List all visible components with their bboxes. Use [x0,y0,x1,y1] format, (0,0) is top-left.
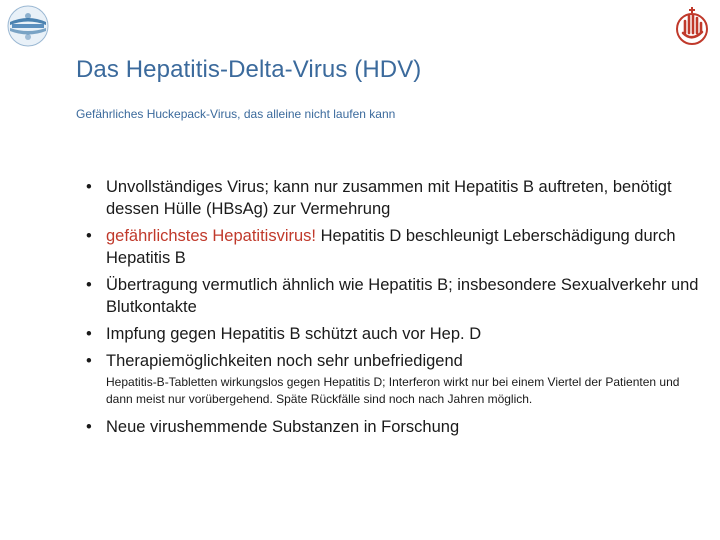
bullet-item [86,416,706,438]
bullet-icon: • [86,352,92,370]
bullet-icon: • [86,418,92,436]
bullet-text: Hepatitis D beschleunigt Leberschädigung durch Hepatitis B [106,227,676,267]
page-title: Das Hepatitis-Delta-Virus (HDV) [76,56,422,83]
page-subtitle: Gefährliches Huckepack-Virus, das alleine nicht laufen kann [76,107,396,121]
bullet-text: Impfung gegen Hepatitis B schützt auch vor Hep. D [106,325,482,343]
bullet-item [86,176,706,220]
bullet-icon: • [86,178,92,196]
hand-logo-icon [672,6,712,48]
bullet-item [86,225,706,269]
bullet-item [86,323,706,345]
bullet-highlight: gefährlichstes Hepatitisvirus! [106,227,317,245]
therapy-note: Hepatitis-B-Tabletten wirkungslos gegen Hepatitis D; Interferon wirkt nur bei einem Viertel der Patienten und dann meist nur vorübergehend. Späte Rückfälle sind noch nach Jahren möglich. [106,375,680,406]
bullet-item [86,274,706,318]
bullet-text: Unvollständiges Virus; kann nur zusammen mit Hepatitis B auftreten, benötigt dessen Hülle (HBsAg) zur Vermehrung [106,178,672,218]
bullet-icon: • [86,227,92,245]
bullet-item [86,350,706,372]
bullet-text: Therapiemöglichkeiten noch sehr unbefriedigend [106,352,463,370]
bullet-list [86,176,706,443]
bullet-text: Neue virushemmende Substanzen in Forschung [106,418,460,436]
organization-logo-icon [6,4,50,48]
bullet-icon: • [86,276,92,294]
bullet-icon: • [86,325,92,343]
bullet-text: Übertragung vermutlich ähnlich wie Hepatitis B; insbesondere Sexualverkehr und Blutkontakte [106,276,699,316]
